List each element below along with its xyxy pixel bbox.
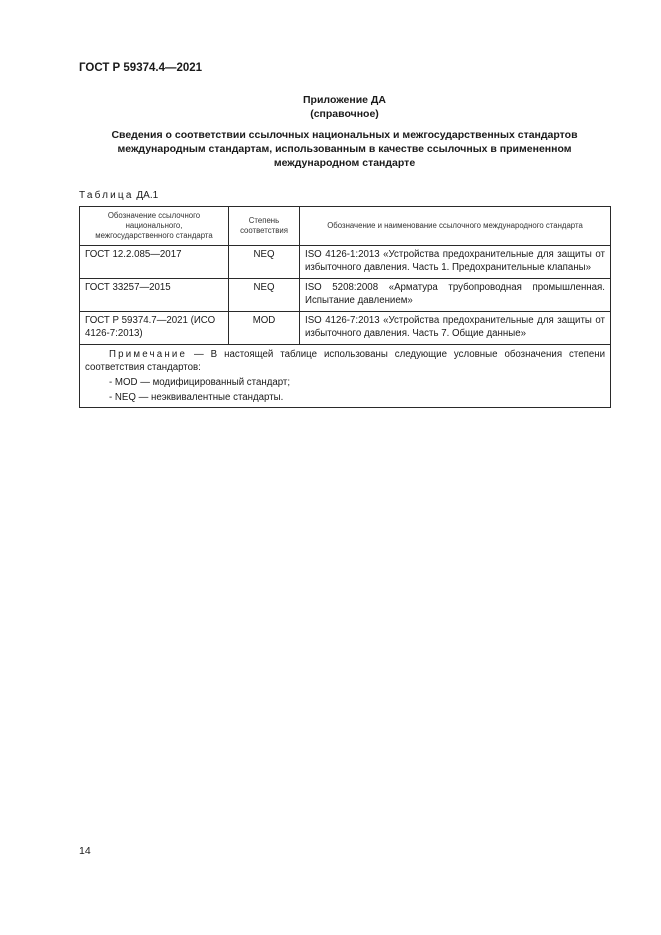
reference-table [79, 206, 611, 408]
table-note [80, 345, 611, 408]
degree-cell: NEQ [229, 246, 300, 279]
table-header-row [80, 207, 611, 246]
note-list-item: - MOD — модифицированный стандарт; [109, 377, 291, 388]
note-list-item: - NEQ — неэквивалентные стандарты. [109, 392, 284, 403]
column-header-national: Обозначение ссылочного национального, межгосударственного стандарта [80, 207, 229, 246]
note-text: — В настоящей таблице использованы следующие условные обозначения степени соответствия стандартов: [85, 349, 605, 373]
table-note-row [80, 345, 611, 408]
table-row [80, 246, 611, 279]
note-label: Примечание [109, 349, 188, 360]
annex-title: Приложение ДА [303, 94, 386, 106]
national-standard-cell: ГОСТ 33257—2015 [80, 279, 229, 312]
page-number: 14 [79, 845, 91, 857]
national-standard-cell: ГОСТ 12.2.085—2017 [80, 246, 229, 279]
table-caption-word: Таблица [79, 190, 134, 201]
table-caption [79, 190, 158, 201]
section-title: Сведения о соответствии ссылочных национальных и межгосударственных стандартов международным стандартам, использованным в качестве ссылочных в примененном международном стандарте [111, 129, 578, 169]
annex-heading [79, 93, 610, 121]
degree-cell: NEQ [229, 279, 300, 312]
degree-cell: MOD [229, 312, 300, 345]
international-standard-cell: ISO 4126-7:2013 «Устройства предохранительные для защиты от избыточного давления. Часть 7. Общие данные» [300, 312, 611, 345]
note-paragraph [85, 348, 605, 374]
column-header-degree: Степень соответствия [229, 207, 300, 246]
international-standard-cell: ISO 5208:2008 «Арматура трубопроводная промышленная. Испытание давлением» [300, 279, 611, 312]
annex-subtitle: (справочное) [310, 108, 379, 120]
document-code: ГОСТ Р 59374.4—2021 [79, 62, 203, 74]
international-standard-cell: ISO 4126-1:2013 «Устройства предохранительные для защиты от избыточного давления. Часть 1. Предохранительные клапаны» [300, 246, 611, 279]
table-caption-id: ДА.1 [136, 190, 159, 201]
table-row [80, 312, 611, 345]
national-standard-cell: ГОСТ Р 59374.7—2021 (ИСО 4126-7:2013) [80, 312, 229, 345]
table-row [80, 279, 611, 312]
column-header-international: Обозначение и наименование ссылочного международного стандарта [300, 207, 611, 246]
